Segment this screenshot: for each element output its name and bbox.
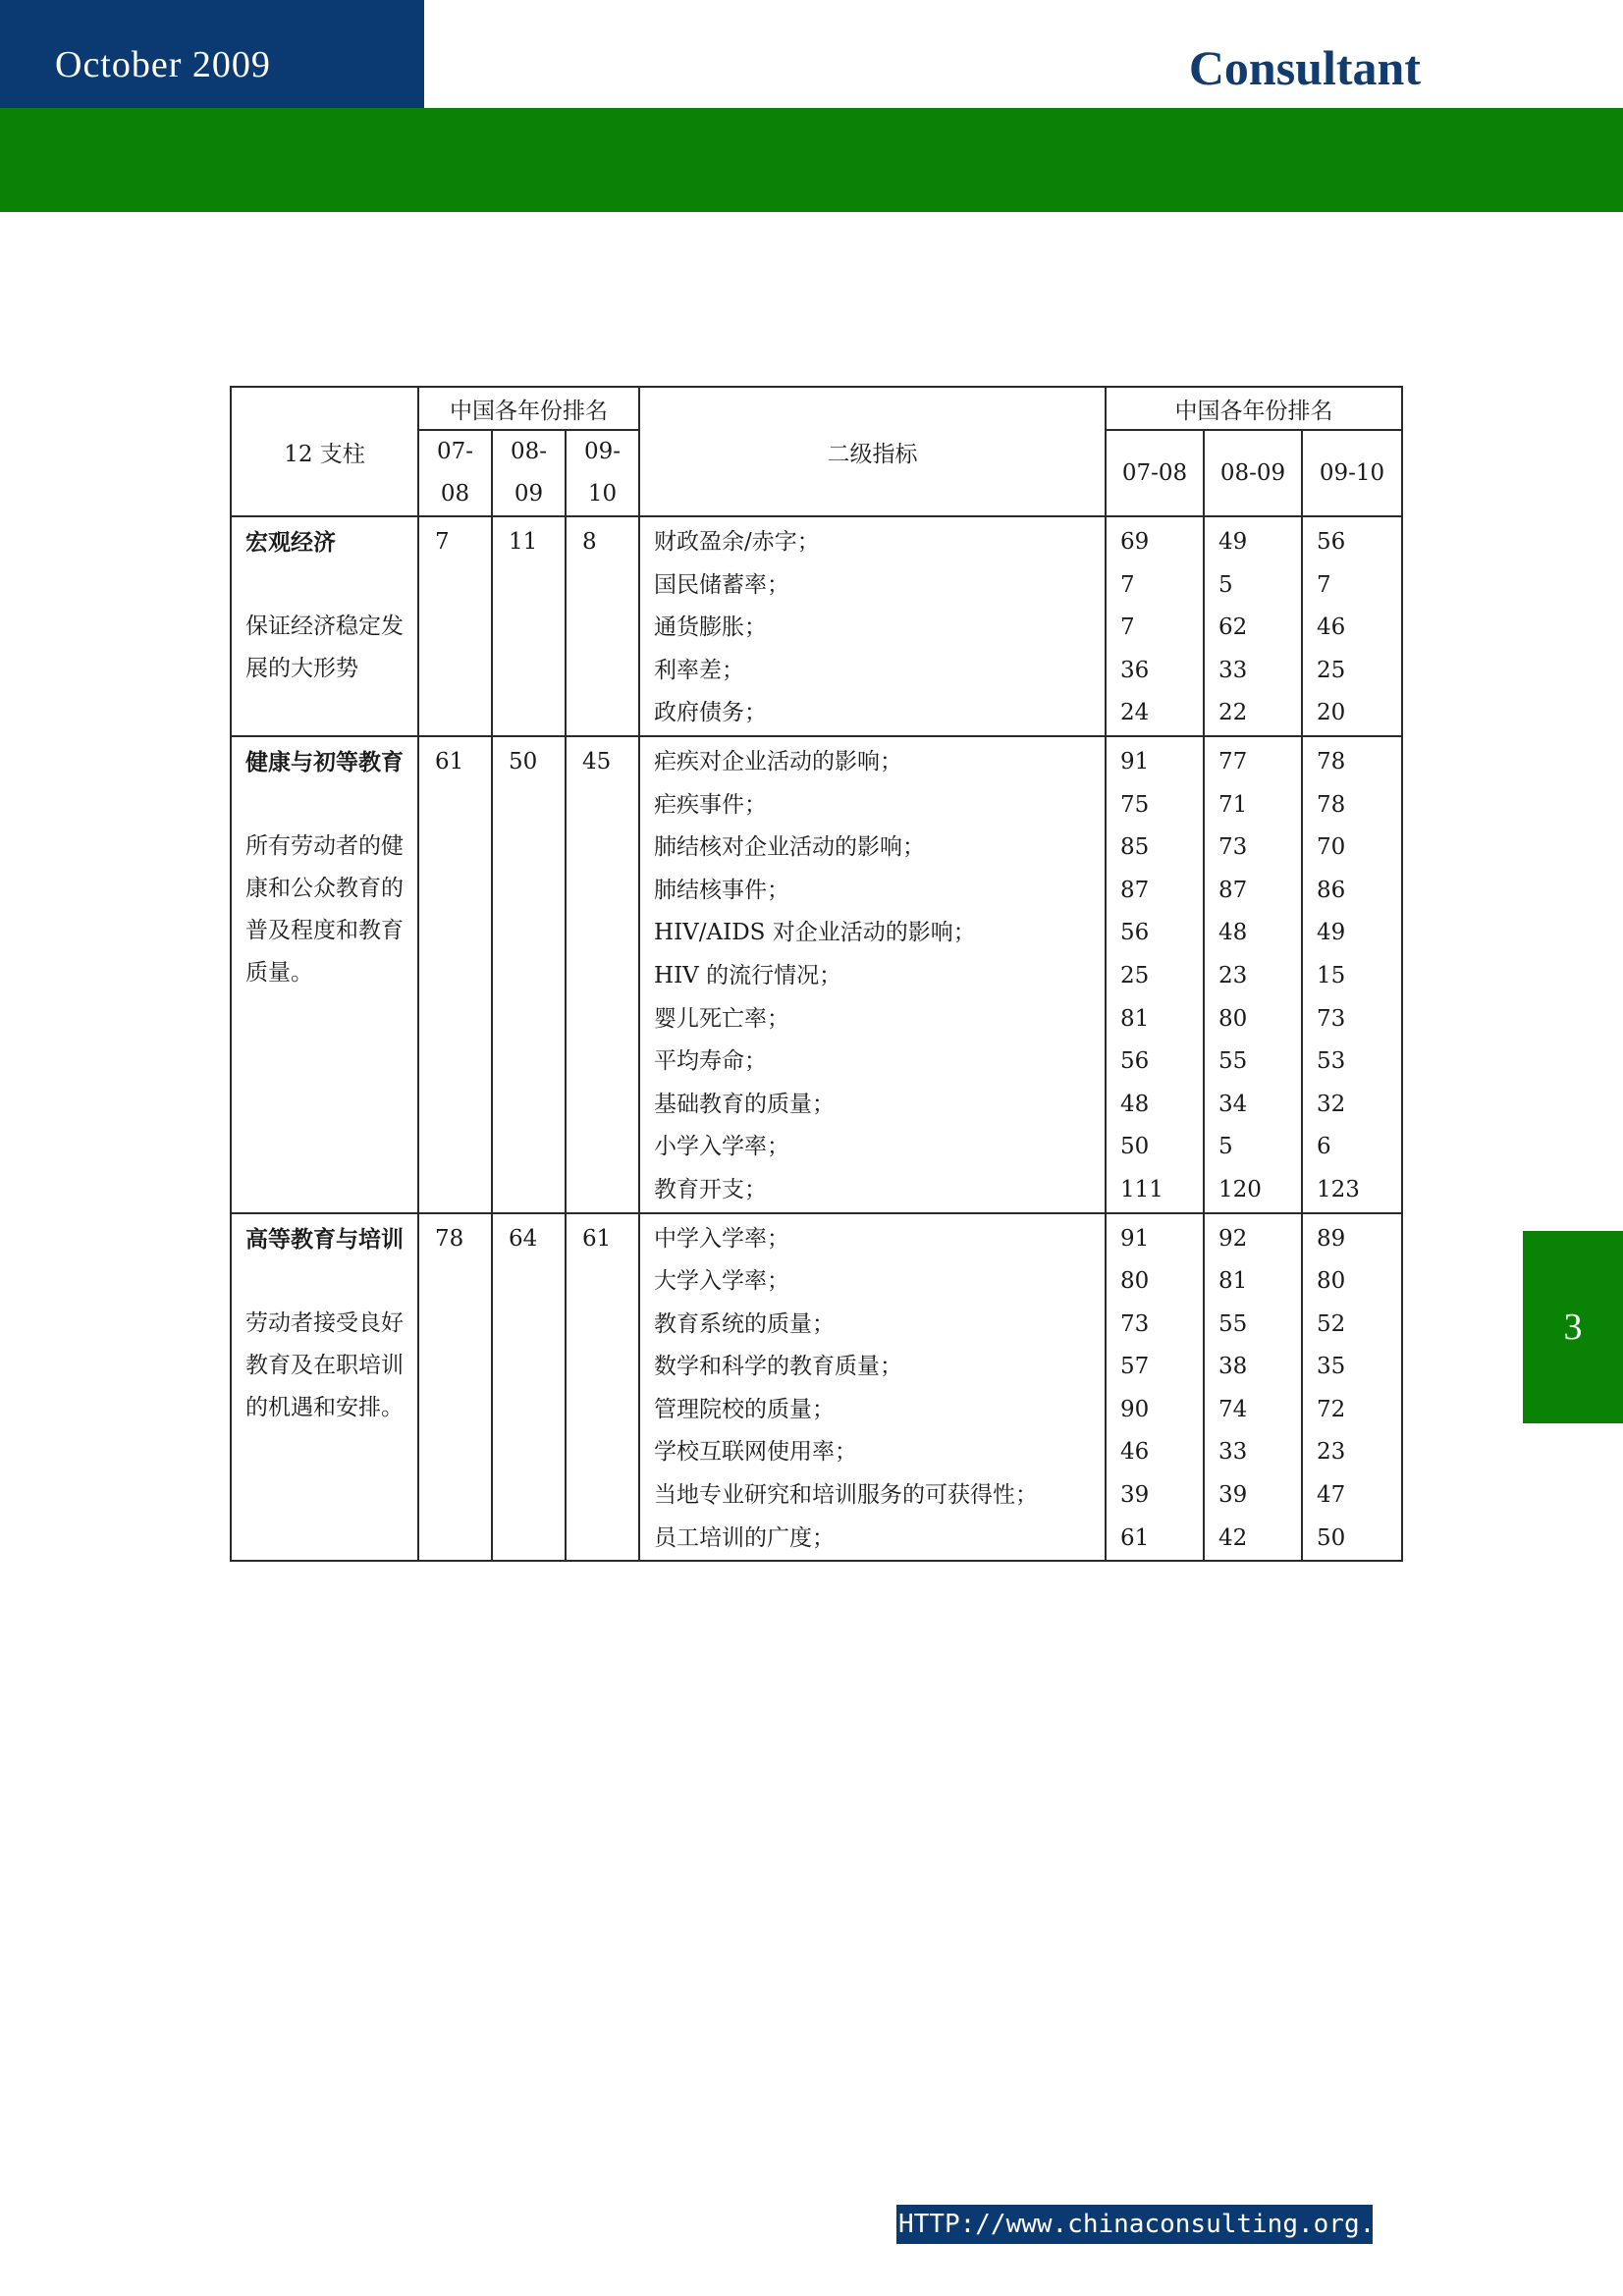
indicator-rank-value: 24 — [1120, 700, 1150, 726]
page-number: 3 — [1563, 1307, 1583, 1348]
header-green-bar — [0, 108, 1623, 212]
indicator-rank-value: 56 — [1120, 920, 1150, 946]
pillar-cell — [231, 516, 418, 736]
indicator-rank-value: 78 — [1317, 791, 1346, 818]
indicator-rank-column — [1204, 516, 1302, 736]
indicator-rank-value: 87 — [1218, 877, 1248, 903]
header-year-right: 08-09 — [1204, 430, 1302, 516]
indicator-rank-value: 20 — [1317, 700, 1346, 726]
indicator-rank-value: 55 — [1218, 1048, 1248, 1075]
table-row — [231, 516, 1402, 736]
pillar-rank-value: 11 — [509, 529, 538, 555]
indicator-rank-value: 48 — [1218, 920, 1248, 946]
indicator-rank-value: 71 — [1218, 791, 1248, 818]
indicator-name: 当地专业研究和培训服务的可获得性； — [654, 1482, 1039, 1509]
header-group-right: 中国各年份排名 — [1106, 387, 1402, 430]
indicator-rank-column — [1106, 516, 1204, 736]
footer-url-link[interactable]: HTTP://www.chinaconsulting.org.cn — [896, 2205, 1373, 2244]
indicator-rank-value: 80 — [1317, 1268, 1346, 1295]
indicator-name: HIV 的流行情况； — [654, 962, 842, 988]
indicator-name: 利率差； — [654, 657, 745, 683]
indicator-name: 国民储蓄率； — [654, 571, 790, 598]
indicator-rank-value: 57 — [1120, 1354, 1150, 1380]
indicator-rank-value: 75 — [1120, 791, 1150, 818]
indicator-rank-value: 15 — [1317, 962, 1346, 988]
pillar-description: 劳动者接受良好教育及在职培训的机遇和安排。 — [245, 1309, 404, 1420]
indicator-name: 小学入学率； — [654, 1134, 790, 1160]
pillar-rank — [418, 736, 492, 1213]
pillar-description: 所有劳动者的健康和公众教育的普及程度和教育质量。 — [245, 832, 404, 986]
pillar-name: 宏观经济 — [245, 529, 336, 556]
pillar-rank — [492, 1213, 566, 1562]
page-header — [0, 0, 1623, 108]
indicator-rank-column — [1302, 1213, 1402, 1562]
pillar-cell — [231, 1213, 418, 1562]
indicator-name: 婴儿死亡率； — [654, 1005, 790, 1032]
indicator-rank-value: 73 — [1120, 1310, 1150, 1337]
indicator-rank-value: 25 — [1120, 962, 1150, 988]
pillar-rank — [418, 516, 492, 736]
indicator-rank-value: 74 — [1218, 1396, 1248, 1422]
indicator-rank-value: 33 — [1218, 1439, 1248, 1466]
indicator-rank-value: 81 — [1218, 1268, 1248, 1295]
indicator-rank-value: 78 — [1317, 748, 1346, 774]
indicator-rank-value: 62 — [1218, 614, 1248, 641]
header-year-right: 07-08 — [1106, 430, 1204, 516]
indicator-name: 平均寿命； — [654, 1048, 768, 1075]
pillar-rank — [418, 1213, 492, 1562]
indicator-rank-value: 89 — [1317, 1225, 1346, 1252]
indicator-name: 肺结核对企业活动的影响； — [654, 834, 926, 861]
issue-date: October 2009 — [0, 0, 424, 108]
indicator-rank-value: 25 — [1317, 657, 1346, 683]
indicator-name: 肺结核事件； — [654, 877, 790, 903]
indicator-rank-value: 111 — [1120, 1176, 1163, 1202]
indicator-name: 疟疾事件； — [654, 791, 768, 818]
indicator-name: 中学入学率； — [654, 1225, 790, 1252]
indicator-name: 基础教育的质量； — [654, 1091, 836, 1117]
indicator-rank-value: 56 — [1120, 1048, 1150, 1075]
indicator-name: 通货膨胀； — [654, 614, 768, 641]
magazine-title: Consultant — [1188, 40, 1421, 95]
pillar-rank — [566, 736, 639, 1213]
indicator-rank-value: 23 — [1218, 962, 1248, 988]
indicator-rank-value: 92 — [1218, 1225, 1248, 1252]
indicator-rank-value: 5 — [1218, 571, 1233, 598]
indicator-rank-value: 32 — [1317, 1091, 1346, 1117]
indicator-rank-value: 34 — [1218, 1091, 1248, 1117]
indicator-rank-column — [1204, 736, 1302, 1213]
indicator-rank-column — [1106, 736, 1204, 1213]
pillar-rank — [566, 516, 639, 736]
indicator-rank-value: 69 — [1120, 529, 1150, 555]
indicator-name: 疟疾对企业活动的影响； — [654, 748, 903, 774]
pillar-rank-value: 50 — [509, 748, 538, 774]
indicator-rank-value: 50 — [1120, 1134, 1150, 1160]
indicator-name: 财政盈余/赤字； — [654, 529, 820, 555]
indicator-rank-value: 38 — [1218, 1354, 1248, 1380]
pillar-rank — [492, 516, 566, 736]
indicator-rank-value: 120 — [1218, 1176, 1262, 1202]
indicator-rank-value: 33 — [1218, 657, 1248, 683]
indicator-rank-value: 53 — [1317, 1048, 1346, 1075]
indicator-name: 员工培训的广度； — [654, 1524, 836, 1551]
indicator-rank-value: 22 — [1218, 700, 1248, 726]
indicator-rank-value: 80 — [1120, 1268, 1150, 1295]
indicator-rank-value: 72 — [1317, 1396, 1346, 1422]
indicator-rank-value: 39 — [1218, 1482, 1248, 1509]
indicator-rank-value: 61 — [1120, 1524, 1150, 1551]
indicator-rank-value: 91 — [1120, 748, 1150, 774]
table-row — [231, 1213, 1402, 1562]
indicator-rank-value: 123 — [1317, 1176, 1360, 1202]
indicator-rank-value: 36 — [1120, 657, 1150, 683]
pillar-name: 健康与初等教育 — [245, 748, 404, 775]
indicator-name: 数学和科学的教育质量； — [654, 1354, 903, 1380]
indicator-rank-column — [1204, 1213, 1302, 1562]
indicator-rank-value: 42 — [1218, 1524, 1248, 1551]
indicator-list — [639, 516, 1106, 736]
header-indicator: 二级指标 — [639, 387, 1106, 516]
indicator-rank-value: 52 — [1317, 1310, 1346, 1337]
indicator-rank-value: 46 — [1120, 1439, 1150, 1466]
indicator-rank-column — [1106, 1213, 1204, 1562]
header-pillar: 12 支柱 — [231, 387, 418, 516]
indicator-rank-column — [1302, 736, 1402, 1213]
indicator-rank-value: 87 — [1120, 877, 1150, 903]
indicator-rank-value: 86 — [1317, 877, 1346, 903]
indicator-name: 教育开支； — [654, 1176, 768, 1202]
indicator-name: 教育系统的质量； — [654, 1310, 836, 1337]
table-row — [231, 736, 1402, 1213]
pillar-name: 高等教育与培训 — [245, 1225, 404, 1253]
indicator-rank-value: 80 — [1218, 1005, 1248, 1032]
indicator-name: 管理院校的质量； — [654, 1396, 836, 1422]
indicator-rank-value: 7 — [1120, 614, 1135, 641]
indicator-name: 大学入学率； — [654, 1268, 790, 1295]
indicator-rank-value: 48 — [1120, 1091, 1150, 1117]
header-year-right: 09-10 — [1302, 430, 1402, 516]
indicator-rank-value: 6 — [1317, 1134, 1331, 1160]
indicator-name: 政府债务； — [654, 700, 768, 726]
pillar-rank-value: 45 — [582, 748, 612, 774]
pillar-rank-value: 61 — [435, 748, 464, 774]
indicator-rank-value: 49 — [1317, 920, 1346, 946]
pillar-rank — [566, 1213, 639, 1562]
indicator-rank-value: 90 — [1120, 1396, 1150, 1422]
indicator-name: 学校互联网使用率； — [654, 1439, 858, 1466]
header-group-left: 中国各年份排名 — [418, 387, 639, 430]
indicator-list — [639, 736, 1106, 1213]
indicator-rank-value: 81 — [1120, 1005, 1150, 1032]
pillar-rank-value: 8 — [582, 529, 597, 555]
indicator-rank-value: 46 — [1317, 614, 1346, 641]
pillar-rank — [492, 736, 566, 1213]
pillar-rank-value: 78 — [435, 1225, 464, 1252]
pillar-cell — [231, 736, 418, 1213]
pillar-rank-value: 64 — [509, 1225, 538, 1252]
indicator-rank-value: 77 — [1218, 748, 1248, 774]
indicator-rank-value: 73 — [1317, 1005, 1346, 1032]
ranking-table — [230, 386, 1403, 1562]
indicator-rank-value: 39 — [1120, 1482, 1150, 1509]
header-year-left: 08- 09 — [492, 430, 566, 516]
indicator-rank-value: 55 — [1218, 1310, 1248, 1337]
indicator-rank-value: 47 — [1317, 1482, 1346, 1509]
pillar-rank-value: 61 — [582, 1225, 612, 1252]
indicator-rank-value: 49 — [1218, 529, 1248, 555]
indicator-name: HIV/AIDS 对企业活动的影响； — [654, 920, 976, 946]
indicator-rank-value: 5 — [1218, 1134, 1233, 1160]
indicator-rank-value: 23 — [1317, 1439, 1346, 1466]
indicator-rank-value: 70 — [1317, 834, 1346, 861]
indicator-rank-value: 73 — [1218, 834, 1248, 861]
indicator-rank-value: 7 — [1317, 571, 1331, 598]
indicator-rank-value: 56 — [1317, 529, 1346, 555]
indicator-list — [639, 1213, 1106, 1562]
table-body — [231, 516, 1402, 1561]
page-number-tab — [1523, 1231, 1623, 1423]
indicator-rank-value: 50 — [1317, 1524, 1346, 1551]
pillar-description: 保证经济稳定发展的大形势 — [245, 614, 404, 681]
header-year-left: 07- 08 — [418, 430, 492, 516]
indicator-rank-value: 7 — [1120, 571, 1135, 598]
indicator-rank-column — [1302, 516, 1402, 736]
indicator-rank-value: 35 — [1317, 1354, 1346, 1380]
indicator-rank-value: 91 — [1120, 1225, 1150, 1252]
indicator-rank-value: 85 — [1120, 834, 1150, 861]
header-year-left: 09- 10 — [566, 430, 639, 516]
pillar-rank-value: 7 — [435, 529, 450, 555]
